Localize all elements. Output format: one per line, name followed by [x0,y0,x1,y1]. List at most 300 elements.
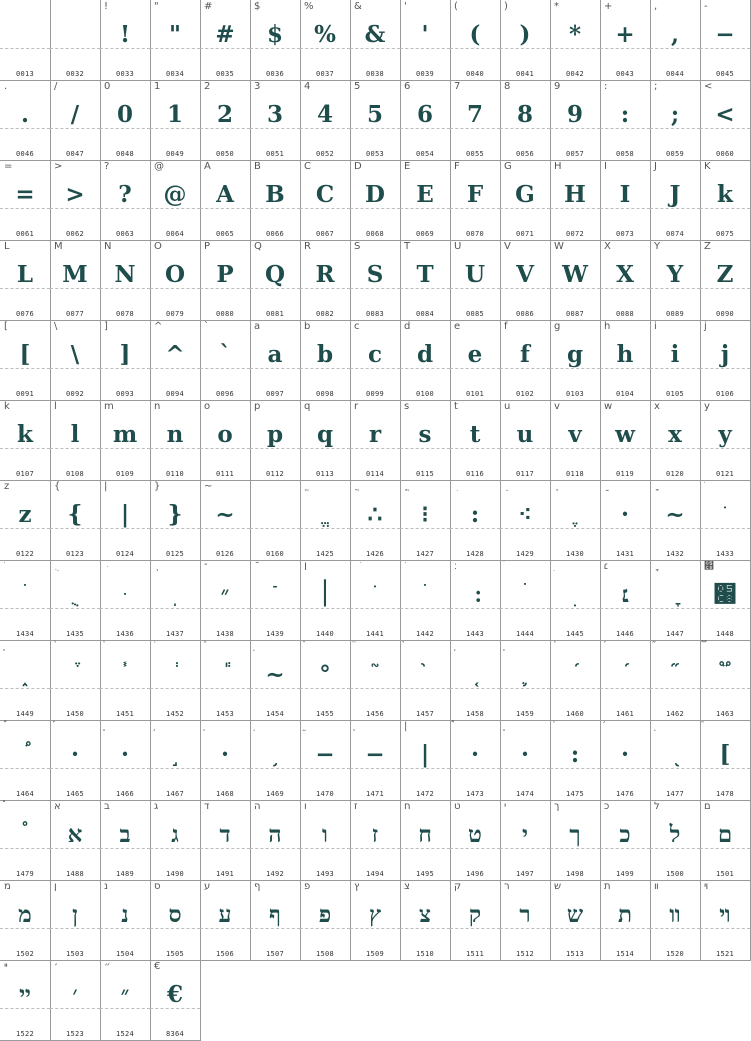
character-preview: L [4,241,10,252]
glyph-sample: [ [719,741,731,768]
character-preview: 3 [254,81,261,92]
glyph-cell [400,80,451,161]
glyph-cell [650,320,701,401]
glyph-sample: װ [669,901,681,928]
character-preview: : [604,81,608,92]
glyph-sample: ~ [665,501,685,528]
glyph-sample: Q [264,261,286,288]
character-code: 0045 [715,70,735,78]
character-code: 1509 [365,950,385,958]
character-preview: ג [154,801,159,812]
character-preview: ף [254,881,261,892]
glyph-sample: D [365,181,385,208]
character-code: 1443 [465,630,485,638]
glyph-cell [300,640,351,721]
glyph-sample: ׀ [318,581,332,608]
glyph-cell [650,0,701,81]
glyph-sample: E [416,181,434,208]
glyph-cell [500,800,551,881]
glyph-cell [300,320,351,401]
glyph-sample: @ [163,181,187,208]
glyph-sample: l [70,421,80,448]
glyph-sample [0,581,50,609]
glyph-cell [150,320,201,401]
character-code: 0064 [165,230,185,238]
character-code: 0050 [215,150,235,158]
character-code: 1426 [365,550,385,558]
glyph-cell [200,160,251,241]
glyph-cell [150,400,201,481]
character-code: 1440 [315,630,335,638]
character-preview: ׳ [54,961,59,972]
character-code: 0076 [15,310,35,318]
glyph-cell [500,720,551,801]
glyph-sample: פ [318,901,332,928]
glyph-sample: ת [617,901,633,928]
glyph-sample [650,741,700,769]
glyph-sample: ך [569,821,581,848]
glyph-cell [500,880,551,961]
character-preview: ך [554,801,560,812]
glyph-cell [300,80,351,161]
glyph-sample: ׈ [713,581,737,608]
character-code: 0090 [715,310,735,318]
glyph-cell [100,960,151,1041]
glyph-cell [700,400,751,481]
glyph-cell [700,160,751,241]
glyph-sample: נ [121,901,129,928]
glyph-cell [600,640,651,721]
glyph-sample: ) [519,21,531,48]
glyph-cell [250,720,301,801]
character-preview: \ [54,321,58,332]
glyph-cell [350,160,401,241]
character-code: 1512 [515,950,535,958]
character-code: 0052 [315,150,335,158]
baseline-guide [50,48,100,49]
glyph-cell [250,240,301,321]
character-code: 0081 [265,310,285,318]
glyph-cell [150,880,201,961]
character-preview: ׀ [304,561,307,572]
character-code: 0057 [565,150,585,158]
glyph-sample: z [18,501,32,528]
glyph-sample: A [216,181,234,208]
character-code: 0071 [515,230,535,238]
glyph-cell [450,160,501,241]
glyph-cell [650,640,701,721]
character-code: 0062 [65,230,85,238]
glyph-cell [600,800,651,881]
character-code: 1448 [715,630,735,638]
character-code: 0097 [265,390,285,398]
character-preview: > [54,161,63,172]
glyph-cell [600,560,651,641]
glyph-cell [700,320,751,401]
character-code: 0121 [715,470,735,478]
character-preview: ע [204,881,211,892]
character-preview: 2 [204,81,211,92]
character-preview: U [454,241,462,252]
character-code: 1430 [565,550,585,558]
glyph-sample: a [267,341,283,368]
character-preview: N [104,241,112,252]
glyph-sample: ױ [719,901,731,928]
glyph-cell [650,80,701,161]
glyph-cell [500,240,551,321]
glyph-sample: ? [118,181,132,208]
glyph-sample: i [670,341,680,368]
glyph-cell [600,160,651,241]
glyph-sample [250,581,300,609]
character-code: 0040 [465,70,485,78]
character-preview: D [354,161,362,172]
character-preview: x [654,401,660,412]
character-code: 0065 [215,230,235,238]
character-code: 0089 [665,310,685,318]
glyph-cell [250,880,301,961]
glyph-cell [550,160,601,241]
baseline-guide [250,528,300,529]
character-code: 1488 [65,870,85,878]
glyph-sample: 5 [366,101,383,128]
character-code: 1461 [615,710,635,718]
glyph-sample: ; [670,101,680,128]
character-code: 1437 [165,630,185,638]
character-code: 1511 [465,950,485,958]
glyph-sample [0,741,50,769]
character-code: 1498 [565,870,585,878]
glyph-cell [450,240,501,321]
character-preview: C [304,161,311,172]
character-code: 0042 [565,70,585,78]
character-code: 1474 [515,790,535,798]
glyph-sample: # [215,21,235,48]
character-preview: ו [304,801,307,812]
glyph-cell [200,400,251,481]
glyph-sample: ד [219,821,231,848]
character-code: 1496 [465,870,485,878]
character-code: 1425 [315,550,335,558]
character-code: 0126 [215,550,235,558]
glyph-sample: : [570,741,580,768]
character-code: 1449 [15,710,35,718]
glyph-sample [400,581,450,609]
glyph-sample: ח [418,821,432,848]
character-code: 1475 [565,790,585,798]
glyph-cell [100,80,151,161]
character-preview: נ [104,881,109,892]
character-code: 0061 [15,230,35,238]
character-preview: G [504,161,512,172]
character-preview: I [604,161,607,172]
character-code: 1473 [465,790,485,798]
glyph-cell [200,640,251,721]
character-code: 1491 [215,870,235,878]
character-code: 1522 [15,1030,35,1038]
glyph-sample: ר [519,901,531,928]
glyph-cell [350,80,401,161]
character-preview: K [704,161,711,172]
character-preview: ײ [4,961,8,972]
glyph-sample [450,661,500,689]
character-code: 0066 [265,230,285,238]
character-code: 1465 [65,790,85,798]
character-code: 1446 [615,630,635,638]
glyph-cell [400,0,451,81]
glyph-cell [100,160,151,241]
character-code: 1476 [615,790,635,798]
glyph-cell [550,400,601,481]
glyph-sample: j [720,341,730,368]
glyph-sample: \ [70,341,80,368]
character-preview: a [254,321,261,332]
glyph-sample: e [467,341,483,368]
character-code: 0118 [565,470,585,478]
character-code: 0103 [565,390,585,398]
character-preview: g [554,321,561,332]
glyph-cell [600,0,651,81]
glyph-cell [400,880,451,961]
glyph-sample: ל [669,821,681,848]
glyph-cell [350,800,401,881]
glyph-cell [50,80,101,161]
character-code: 1514 [615,950,635,958]
glyph-sample: י [521,821,529,848]
glyph-cell [650,160,701,241]
glyph-cell [700,80,751,161]
character-code: 1524 [115,1030,135,1038]
character-preview: p [254,401,261,412]
character-code: 0073 [615,230,635,238]
character-preview: l [54,401,57,412]
glyph-sample: B [265,181,285,208]
glyph-cell [450,480,501,561]
character-code: 0063 [115,230,135,238]
character-preview: 8 [504,81,511,92]
glyph-sample: 6 [416,101,433,128]
glyph-cell [400,640,451,721]
glyph-cell [450,800,501,881]
glyph-cell [500,560,551,641]
character-code: 1441 [365,630,385,638]
glyph-sample: · [120,741,129,768]
glyph-cell [300,240,351,321]
character-code: 0084 [415,310,435,318]
glyph-cell [650,880,701,961]
character-code: 1459 [515,710,535,718]
glyph-sample: · [220,741,229,768]
glyph-sample: d [416,341,434,368]
glyph-sample: ' [421,21,429,48]
glyph-cell [400,720,451,801]
glyph-sample: 7 [466,101,483,128]
character-preview: } [154,481,161,492]
glyph-sample: H [564,181,586,208]
glyph-sample: o [217,421,233,448]
character-code: 0120 [665,470,685,478]
character-code: 0112 [265,470,285,478]
character-code: 0043 [615,70,635,78]
character-code: 0069 [415,230,435,238]
glyph-cell [450,80,501,161]
glyph-sample: x [668,421,682,448]
character-preview: o [204,401,211,412]
character-preview: ׈ [704,561,714,572]
glyph-sample: כ [619,821,631,848]
glyph-sample: · [620,501,629,528]
character-preview: 7 [454,81,461,92]
character-code: 0094 [165,390,185,398]
character-code: 1458 [465,710,485,718]
character-preview: ` [204,321,209,332]
glyph-sample: r [368,421,382,448]
glyph-sample: P [216,261,234,288]
baseline-guide [0,48,50,49]
glyph-cell [650,480,701,561]
character-code: 0083 [365,310,385,318]
glyph-cell [600,240,651,321]
character-code: 0033 [115,70,135,78]
glyph-sample: N [114,261,136,288]
glyph-sample: 1 [166,101,183,128]
glyph-cell [450,0,501,81]
character-code: 0098 [315,390,335,398]
character-code: 1454 [265,710,285,718]
glyph-cell [200,240,251,321]
character-preview: & [354,1,362,12]
glyph-cell [700,640,751,721]
glyph-cell [450,640,501,721]
glyph-sample: * [568,21,582,48]
glyph-sample: 0 [116,101,133,128]
character-code: 0075 [715,230,735,238]
character-code: 0070 [465,230,485,238]
glyph-cell [450,720,501,801]
character-code: 1489 [115,870,135,878]
glyph-cell [50,960,101,1041]
glyph-sample: · [520,741,529,768]
glyph-sample: s [418,421,432,448]
glyph-sample: ס [168,901,182,928]
glyph-sample: 2 [216,101,233,128]
character-code: 0048 [115,150,135,158]
glyph-sample: · [620,741,629,768]
character-code: 1507 [265,950,285,958]
character-code: 1469 [265,790,285,798]
glyph-sample: c [367,341,382,368]
character-code: 1431 [615,550,635,558]
character-code: 1451 [115,710,135,718]
glyph-cell [0,560,51,641]
glyph-sample: ׆ [621,581,629,608]
glyph-sample: m [112,421,138,448]
glyph-sample: ״ [220,581,230,608]
character-code: 1510 [415,950,435,958]
character-code: 1452 [165,710,185,718]
character-code: 0093 [115,390,135,398]
glyph-cell [700,800,751,881]
glyph-sample: ף [269,901,281,928]
glyph-sample: : [470,501,480,528]
character-code: 0119 [615,470,635,478]
character-preview: W [554,241,564,252]
glyph-sample: V [516,261,534,288]
glyph-sample: | [420,741,430,768]
glyph-cell [100,880,151,961]
character-code: 0082 [315,310,335,318]
character-preview: w [604,401,613,412]
character-preview: Q [254,241,262,252]
glyph-cell [100,240,151,321]
character-code: 1439 [265,630,285,638]
character-preview: { [54,481,61,492]
glyph-cell [700,880,751,961]
character-code: 0068 [365,230,385,238]
character-preview: . [4,81,8,92]
glyph-cell [150,80,201,161]
glyph-cell [200,80,251,161]
glyph-cell [650,720,701,801]
character-preview: O [154,241,162,252]
glyph-sample: } [167,501,183,528]
character-code: 0116 [465,470,485,478]
glyph-sample: / [70,101,80,128]
glyph-sample: { [67,501,83,528]
glyph-sample: & [364,21,386,48]
character-preview: Z [704,241,711,252]
glyph-sample: 3 [266,101,283,128]
character-preview: % [304,1,314,12]
glyph-sample: U [464,261,486,288]
character-code: 1462 [665,710,685,718]
glyph-cell [250,80,301,161]
glyph-cell [200,800,251,881]
character-code: 0051 [265,150,285,158]
glyph-cell [100,480,151,561]
character-code: 0122 [15,550,35,558]
character-code: 1432 [665,550,685,558]
glyph-sample [500,581,550,609]
character-preview: q [304,401,311,412]
character-code: 0035 [215,70,235,78]
character-code: 1499 [615,870,635,878]
character-preview: $ [254,1,261,12]
character-code: 0054 [415,150,435,158]
glyph-sample [400,661,450,689]
character-preview: @ [154,161,164,172]
character-preview: ; [654,81,658,92]
glyph-cell [0,880,51,961]
glyph-cell [250,320,301,401]
glyph-sample [350,581,400,609]
character-preview: 4 [304,81,311,92]
glyph-cell [600,400,651,481]
character-code: 0059 [665,150,685,158]
glyph-sample [650,581,700,609]
character-preview: T [404,241,411,252]
glyph-cell [0,640,51,721]
glyph-cell [100,0,151,81]
glyph-sample: ט [468,821,482,848]
glyph-sample [0,821,50,849]
character-preview: v [554,401,560,412]
glyph-sample: 4 [316,101,333,128]
glyph-sample [700,501,750,529]
glyph-cell [200,560,251,641]
glyph-sample: b [316,341,334,368]
glyph-cell [300,880,351,961]
